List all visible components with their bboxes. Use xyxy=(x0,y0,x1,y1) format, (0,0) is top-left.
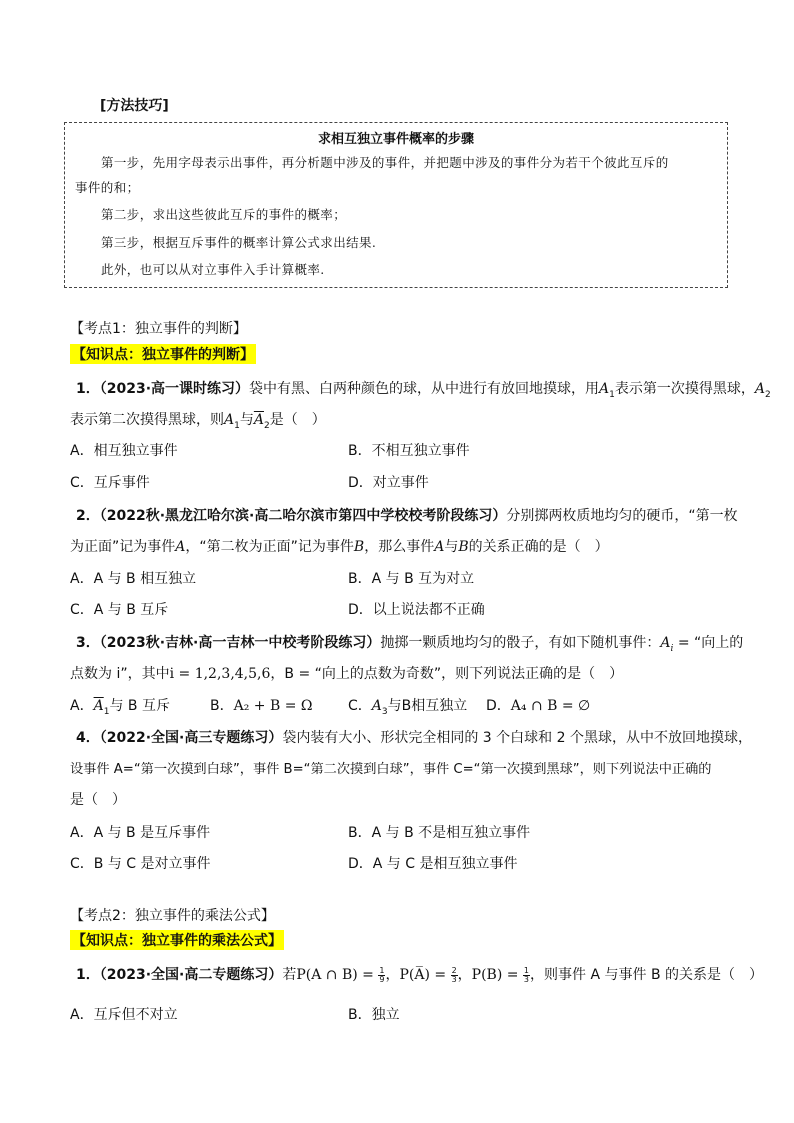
s1-q1-line1: 1．（2023·高一课时练习）袋中有黑、白两种颜色的球，从中进行有放回地摸球，用$A_1$表示第一次摸得黑球，$A_2$ xyxy=(76,381,771,400)
s1-q2-line2: 为正面”记为事件A，“第二枚为正面”记为事件B，那么事件A与B的关系正确的是（ ） xyxy=(70,539,609,555)
s2-q1-option-b: B．独立 xyxy=(348,1007,400,1023)
s1-q3-line1: 3．（2023秋·吉林·高一吉林一中校考阶段练习）抛掷一颗质地均匀的骰子，有如下随机事件：$A_i$ = “向上的 xyxy=(76,635,744,654)
section2-title: 【考点2：独立事件的乘法公式】 xyxy=(70,908,275,924)
s1-q3-option-d: D．A₄ ∩ B = ∅ xyxy=(486,698,591,714)
s2-q1-line1: 1．（2023·全国·高二专题练习）若P(A ∩ B) = $\frac{1}{9}$ ，P(A̅) = $\frac{2}{3}$ ，P(B) = $\frac{1}{3}$ ，则事件 A 与事件 B 的关系是（ ） xyxy=(76,965,763,984)
s1-q1-option-c: C．互斥事件 xyxy=(70,475,150,491)
s1-q4-line3: 是（ ） xyxy=(70,792,126,808)
s1-q4-line1: 4．（2022·全国·高三专题练习）袋内装有大小、形状完全相同的 3 个白球和 2 个黑球，从中不放回地摸球， xyxy=(76,730,752,746)
method-line-4: 第三步，根据互斥事件的概率计算公式求出结果. xyxy=(101,235,377,250)
s1-q1-option-d: D．对立事件 xyxy=(348,475,429,491)
s1-q4-option-d: D．A 与 C 是相互独立事件 xyxy=(348,856,518,872)
s1-q4-option-b: B．A 与 B 不是相互独立事件 xyxy=(348,825,531,841)
s1-q2-option-d: D．以上说法都不正确 xyxy=(348,602,485,618)
method-box xyxy=(64,122,728,288)
s1-q2-line1: 2．（2022秋·黑龙江哈尔滨·高二哈尔滨市第四中学校校考阶段练习）分别掷两枚质地均匀的硬币，“第一枚 xyxy=(76,508,738,524)
s1-q2-option-a: A．A 与 B 相互独立 xyxy=(70,571,197,587)
s1-q1-line2: 表示第二次摸得黑球，则$A_1$与$\overline{A}_2$是（ ） xyxy=(70,412,326,431)
s1-q1-option-a: A．相互独立事件 xyxy=(70,443,178,459)
s1-q4-line2: 设事件 A=“第一次摸到白球”，事件 B=“第二次摸到白球”，事件 C=“第一次摸到黑球”，则下列说法中正确的 xyxy=(70,762,712,777)
s1-q2-option-c: C．A 与 B 互斥 xyxy=(70,602,169,618)
s1-q3-option-c: C．$A_3$与B相互独立 xyxy=(348,698,468,717)
s1-q3-line2: 点数为 i”，其中i = 1,2,3,4,5,6，B = “向上的点数为奇数”，则下列说法正确的是（ ） xyxy=(70,666,624,682)
method-box-title: 求相互独立事件概率的步骤 xyxy=(317,132,474,147)
s1-q1-option-b: B．不相互独立事件 xyxy=(348,443,470,459)
s2-q1-option-a: A．互斥但不对立 xyxy=(70,1007,178,1023)
s1-q2-option-b: B．A 与 B 互为对立 xyxy=(348,571,475,587)
method-line-5: 此外，也可以从对立事件入手计算概率. xyxy=(101,262,325,277)
s1-q4-option-c: C．B 与 C 是对立事件 xyxy=(70,856,211,872)
s1-q3-option-a: A．$\overline{A}_1$与 B 互斥 xyxy=(70,698,170,717)
s1-q3-option-b: B．A₂ + B = Ω xyxy=(210,698,313,714)
section1-knowledge: 【知识点：独立事件的判断】 xyxy=(70,344,256,364)
method-line-1: 第一步，先用字母表示出事件，再分析题中涉及的事件，并把题中涉及的事件分为若干个彼此互斥的 xyxy=(101,155,669,170)
method-heading: [方法技巧] xyxy=(100,98,169,114)
section1-title: 【考点1：独立事件的判断】 xyxy=(70,321,247,337)
section2-knowledge: 【知识点：独立事件的乘法公式】 xyxy=(70,930,284,950)
s1-q4-option-a: A．A 与 B 是互斥事件 xyxy=(70,825,211,841)
method-line-3: 第二步，求出这些彼此互斥的事件的概率； xyxy=(101,207,347,222)
method-line-2: 事件的和； xyxy=(75,180,140,195)
